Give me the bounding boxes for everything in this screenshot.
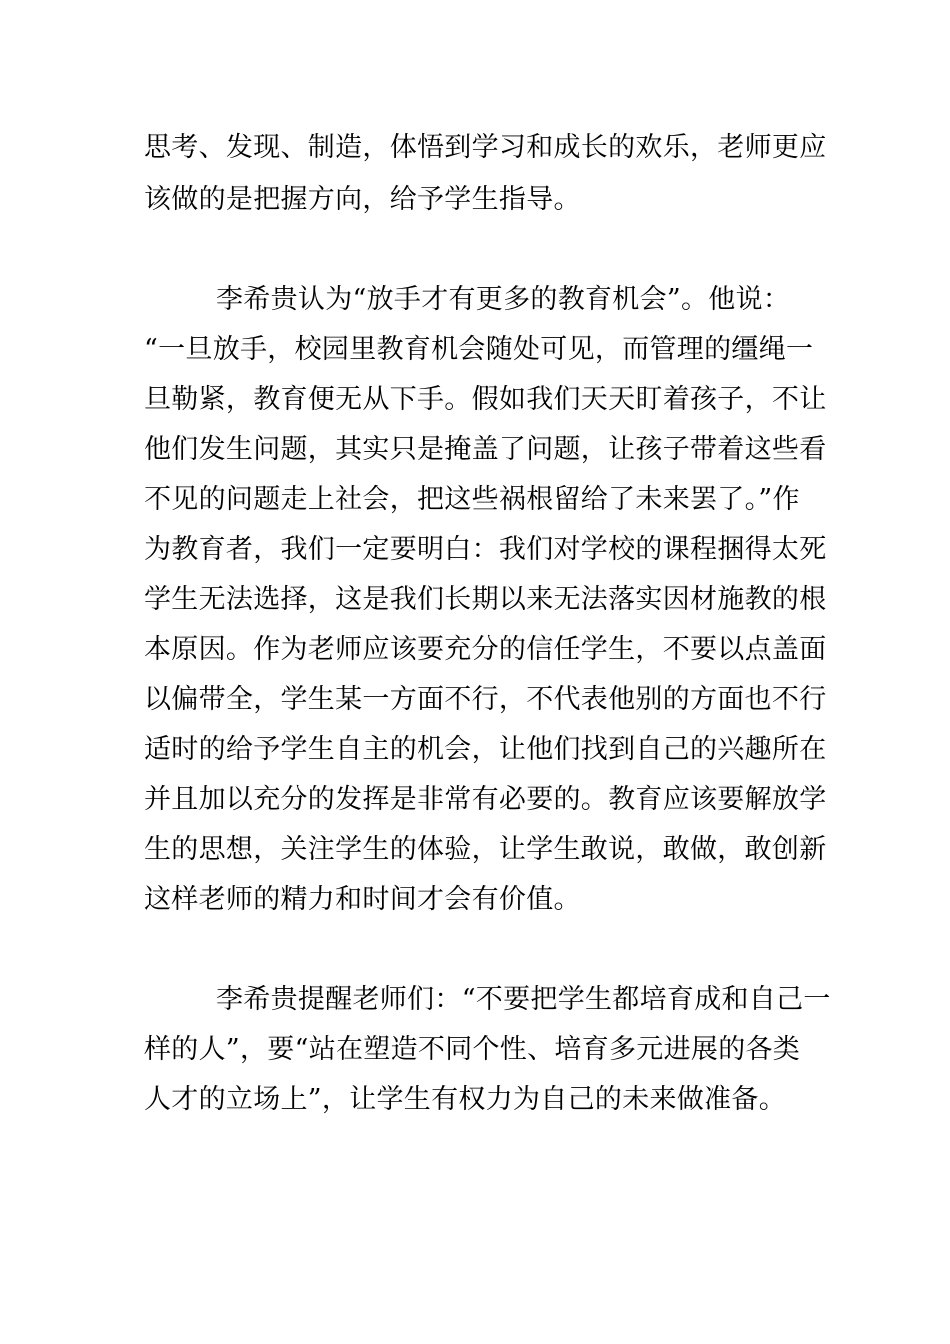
- paragraph-2-line-13: 这样老师的精力和时间才会有价值。: [144, 884, 581, 915]
- paragraph-2-line-5: 不见的问题走上社会，把这些祸根留给了未来罢了。”作: [144, 484, 800, 515]
- paragraph-2-line-1: 李希贵认为“放手才有更多的教育机会”。他说：: [216, 284, 791, 315]
- paragraph-3-line-1: 李希贵提醒老师们：“不要把学生都培育成和自己一: [216, 984, 831, 1015]
- paragraph-2-line-9: 以偏带全，学生某一方面不行，不代表他别的方面也不行: [144, 684, 827, 715]
- paragraph-2-line-7: 学生无法选择，这是我们长期以来无法落实因材施教的根: [144, 584, 827, 615]
- paragraph-2-line-8: 本原因。作为老师应该要充分的信任学生，不要以点盖面: [144, 634, 827, 665]
- paragraph-1-line-1: 思考、发现、制造，体悟到学习和成长的欢乐，老师更应: [144, 132, 827, 163]
- paragraph-1-line-2: 该做的是把握方向，给予学生指导。: [144, 184, 581, 215]
- paragraph-3-line-2: 样的人”，要“站在塑造不同个性、培育多元进展的各类: [144, 1034, 801, 1065]
- paragraph-2-line-3: 旦勒紧，教育便无从下手。假如我们天天盯着孩子，不让: [144, 384, 827, 415]
- paragraph-2-line-4: 他们发生问题，其实只是掩盖了问题，让孩子带着这些看: [144, 434, 827, 465]
- paragraph-3-line-3: 人才的立场上”，让学生有权力为自己的未来做准备。: [144, 1084, 787, 1115]
- paragraph-2-line-11: 并且加以充分的发挥是非常有必要的。教育应该要解放学: [144, 784, 827, 815]
- paragraph-2-line-10: 适时的给予学生自主的机会，让他们找到自己的兴趣所在: [144, 734, 827, 765]
- paragraph-2-line-12: 生的思想，关注学生的体验，让学生敢说，敢做，敢创新: [144, 834, 827, 865]
- paragraph-2-line-6: 为教育者，我们一定要明白：我们对学校的课程捆得太死: [144, 534, 827, 565]
- paragraph-2-line-2: “一旦放手，校园里教育机会随处可见，而管理的缰绳一: [144, 334, 814, 365]
